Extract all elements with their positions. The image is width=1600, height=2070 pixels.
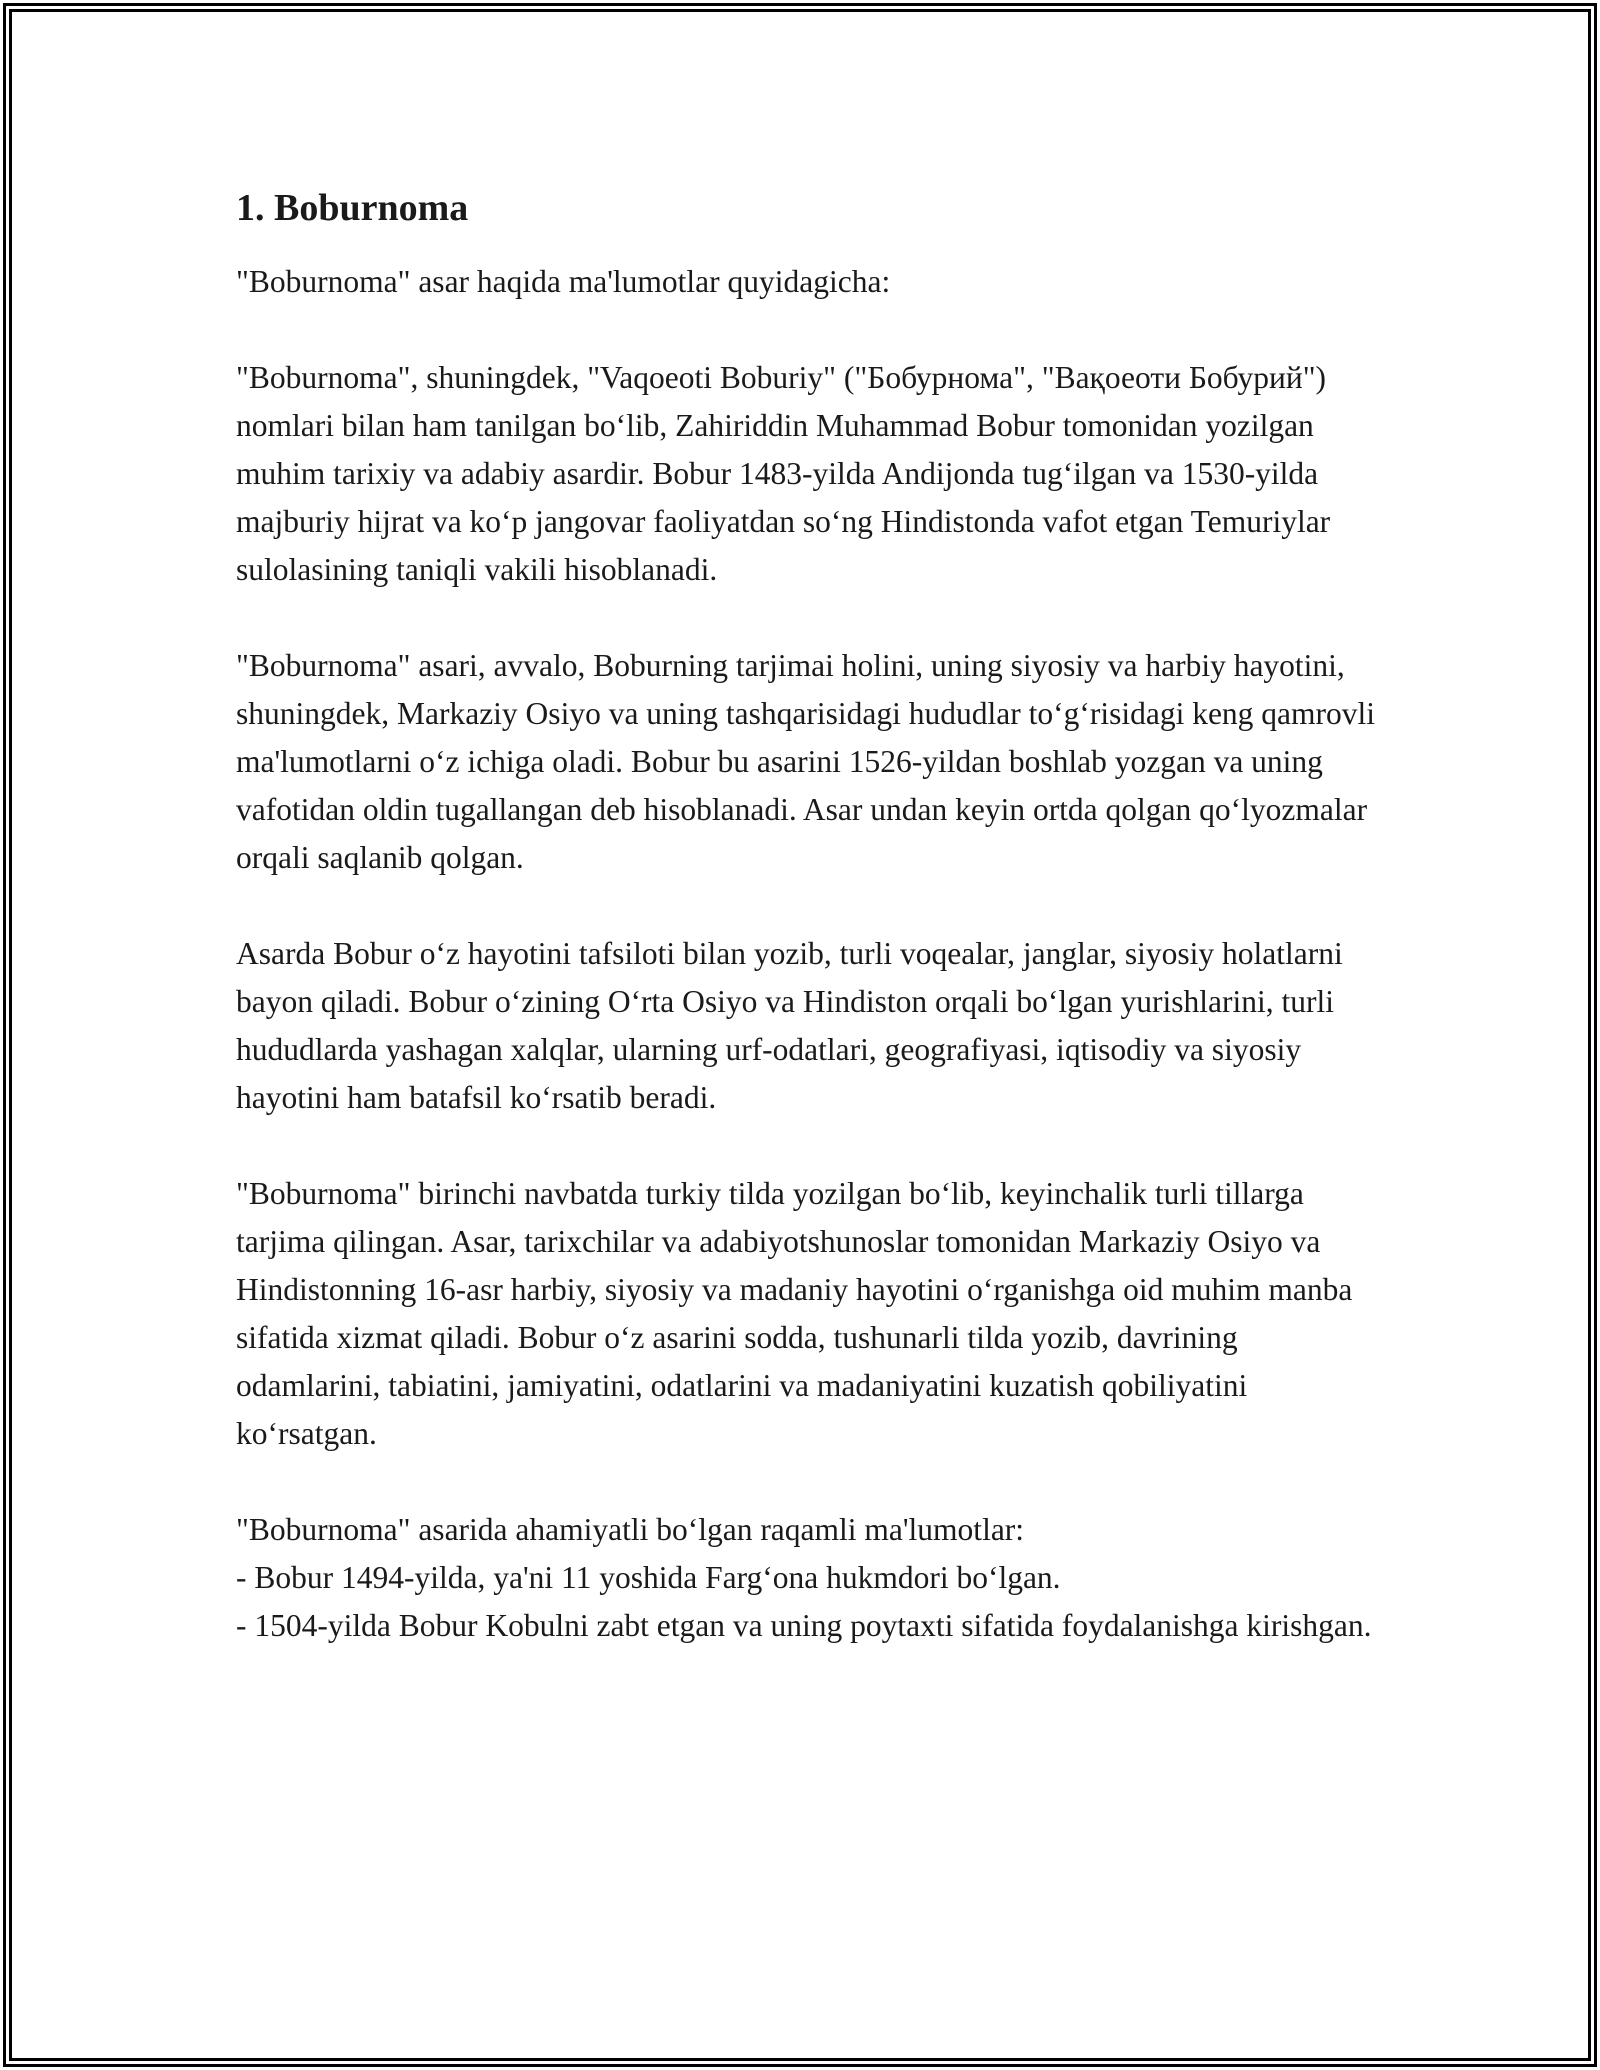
document-heading: 1. Boburnoma [236,187,469,229]
fact-item-1: - Bobur 1494-yilda, ya'ni 11 yoshida Farg‘ona hukmdori bo‘lgan. [236,1559,1061,1595]
paragraph-2: "Boburnoma" asari, avvalo, Boburning tarjimai holini, uning siyosiy va harbiy hayotini, shuningdek, Markaziy Osiyo va uning tashqarisidagi hududlar to‘g‘risidagi keng qamrovli ma'lumotlarni o‘z ichiga oladi. Bobur bu asarini 1526-yildan boshlab yozgan va uning vafotidan oldin tugallangan deb hisoblanadi. Asar undan keyin ortda qolgan qo‘lyozmalar orqali saqlanib qolgan. [236,647,1376,875]
paragraph-3: Asarda Bobur o‘z hayotini tafsiloti bilan yozib, turli voqealar, janglar, siyosiy holatlarni bayon qiladi. Bobur o‘zining O‘rta Osiyo va Hindiston orqali bo‘lgan yurishlarini, turli hududlarda yashagan xalqlar, ularning urf-odatlari, geografiyasi, iqtisodiy va siyosiy hayotini ham batafsil ko‘rsatib beradi. [236,935,1343,1115]
facts-intro: "Boburnoma" asarida ahamiyatli bo‘lgan raqamli ma'lumotlar: [236,1511,1025,1547]
intro-paragraph: "Boburnoma" asar haqida ma'lumotlar quyidagicha: [236,263,891,299]
document-body [236,186,1376,1698]
fact-item-2: - 1504-yilda Bobur Kobulni zabt etgan va uning poytaxti sifatida foydalanishga kirishgan. [236,1607,1372,1643]
paragraph-4: "Boburnoma" birinchi navbatda turkiy tilda yozilgan bo‘lib, keyinchalik turli tillarga tarjima qilingan. Asar, tarixchilar va adabiyotshunoslar tomonidan Markaziy Osiyo va Hindistonning 16-asr harbiy, siyosiy va madaniy hayotini o‘rganishga oid muhim manba sifatida xizmat qiladi. Bobur o‘z asarini sodda, tushunarli tilda yozib, davrining odamlarini, tabiatini, jamiyatini, odatlarini va madaniyatini kuzatish qobiliyatini ko‘rsatgan. [236,1175,1353,1451]
paragraph-1: "Boburnoma", shuningdek, "Vaqoeoti Boburiy" ("Бобурнома", "Вақоеоти Бобурий") nomlari bilan ham tanilgan bo‘lib, Zahiriddin Muhammad Bobur tomonidan yozilgan muhim tarixiy va adabiy asardir. Bobur 1483-yilda Andijonda tug‘ilgan va 1530-yilda majburiy hijrat va ko‘p jangovar faoliyatdan so‘ng Hindistonda vafot etgan Temuriylar sulolasining taniqli vakili hisoblanadi. [236,359,1331,587]
facts-block [236,1506,1376,1650]
